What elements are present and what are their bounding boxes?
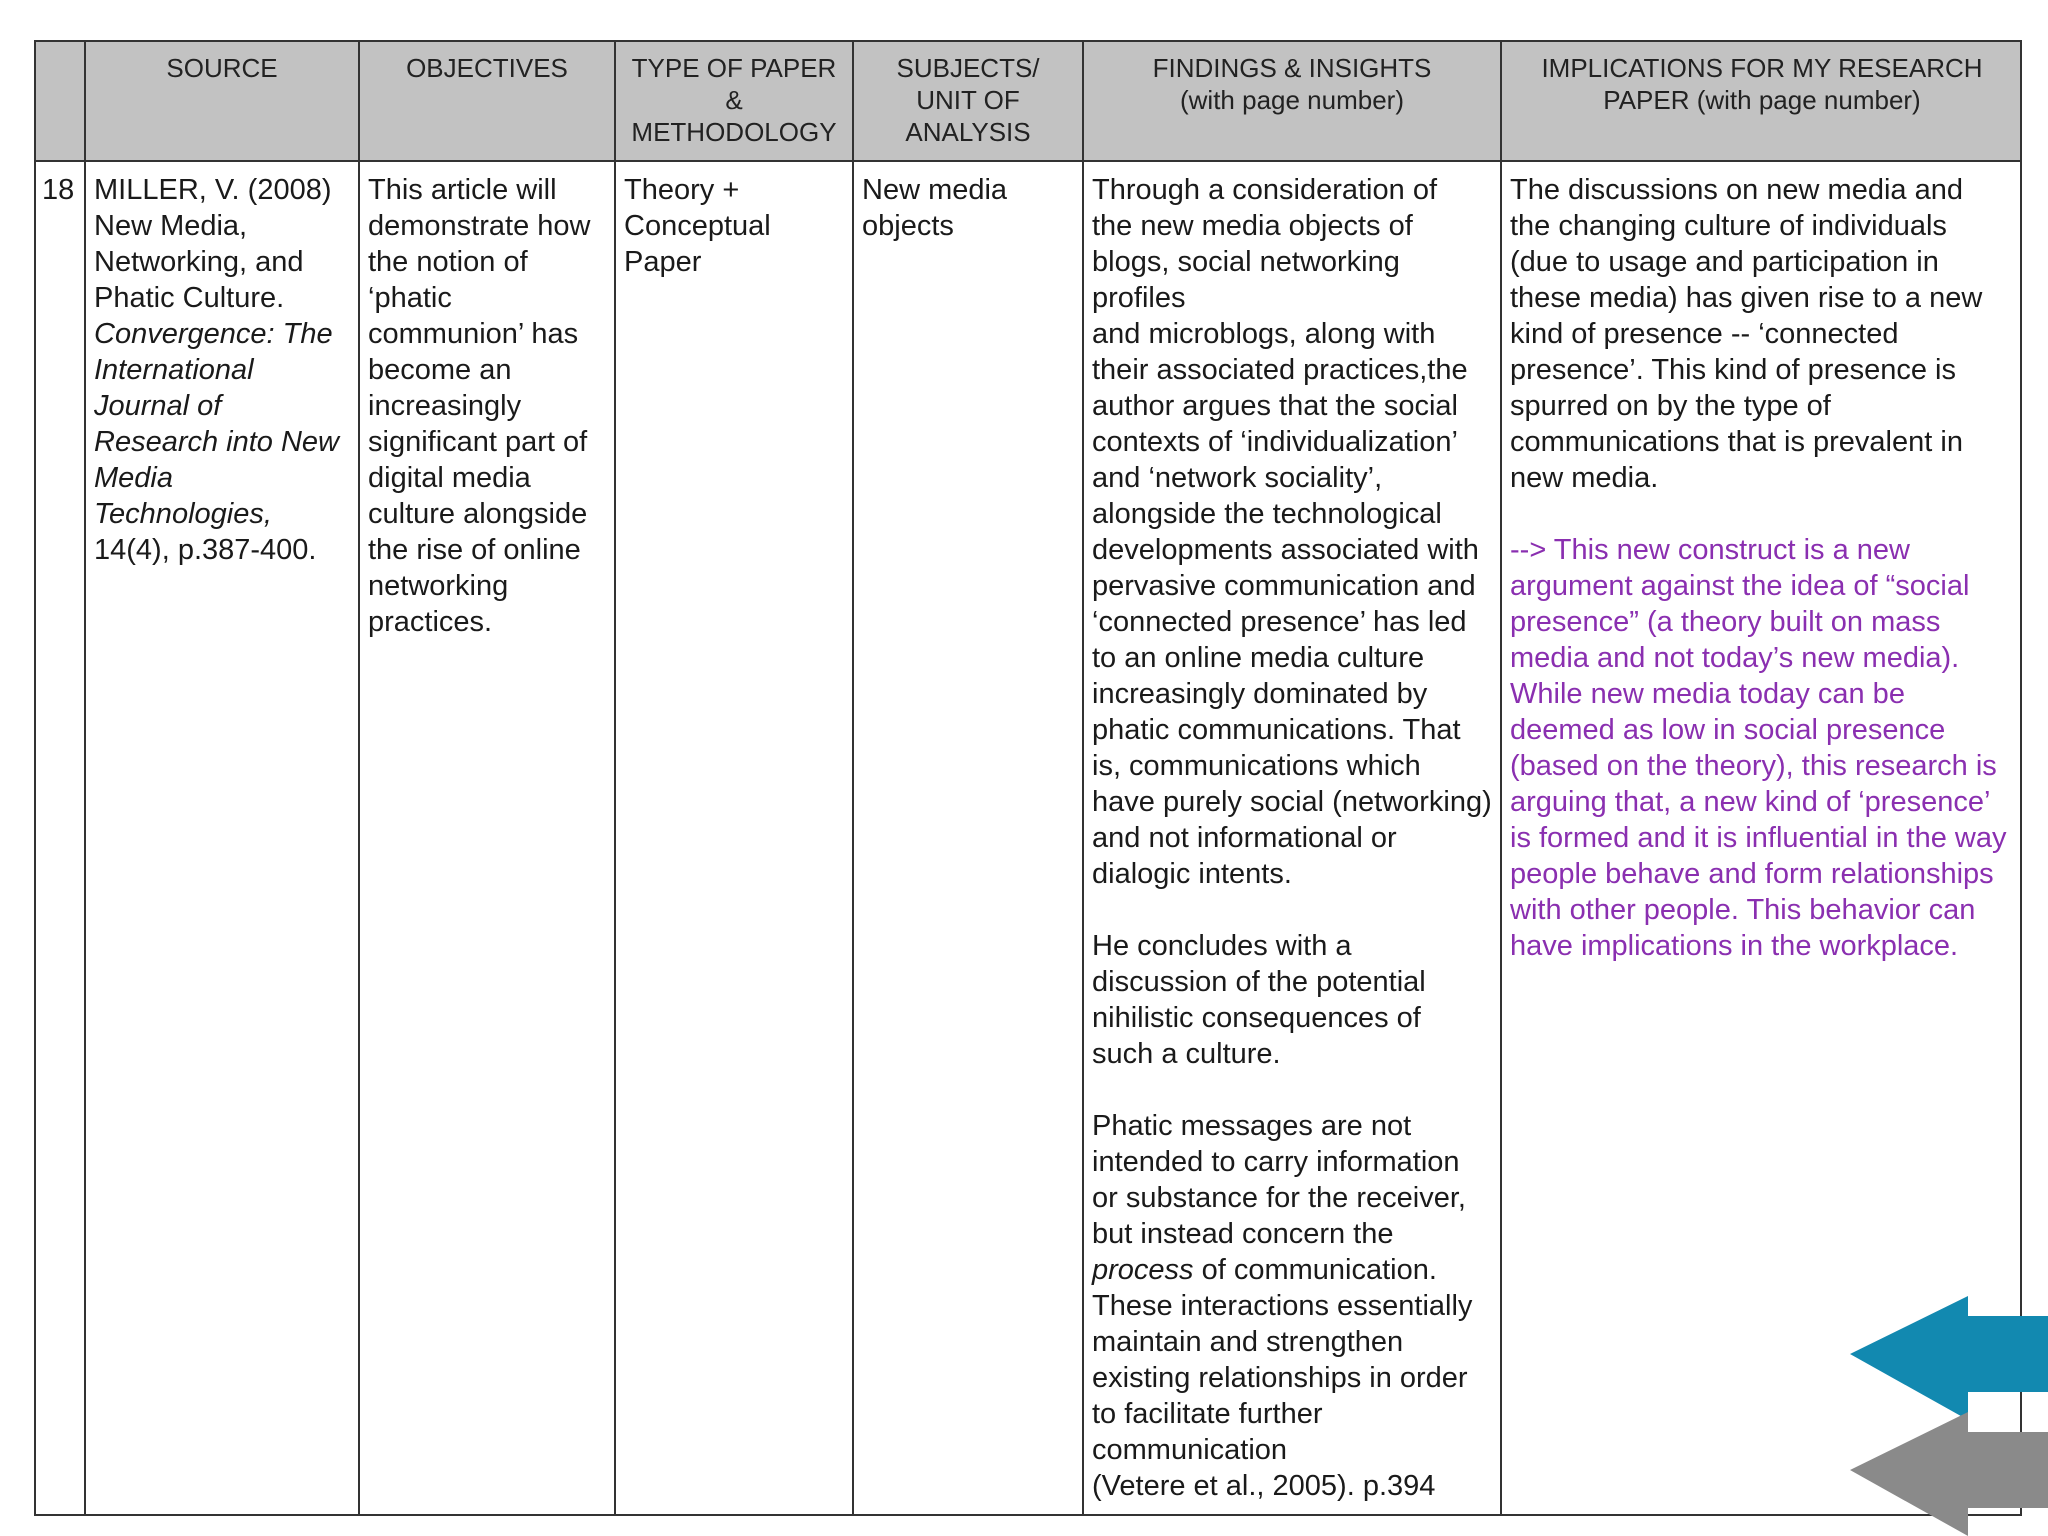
findings-paragraph: Through a consideration of the new media objects of blogs, social networking profiles and microblogs, along with their associated practices,the author argues that the social contexts of ‘individualization’ and ‘network sociality’, alongside the technological developments associated with pervasive communication and ‘connected presence’ has led to an online media culture increasingly dominated by phatic communications. That is, communications which have purely social (networking) and not informational or dialogic intents. <box>1092 174 1492 890</box>
header-findings: FINDINGS & INSIGHTS (with page number) <box>1152 53 1432 115</box>
cell-type: Theory + Conceptual Paper <box>624 174 771 278</box>
cell-implications <box>1510 172 2020 964</box>
findings-text: Phatic messages are not intended to carry information or substance for the receiver, but instead concern the <box>1092 1110 1466 1250</box>
implications-note: --> This new construct is a new argument against the idea of “social presence” (a theory built on mass media and not today’s new media). While new media today can be deemed as low in social presence (based on the theory), this research is arguing that, a new kind of ‘presence’ is formed and it is influential in the way people behave and form relationships with other people. This behavior can have implications in the workplace. <box>1510 534 2007 962</box>
cell-subjects: New media objects <box>862 174 1008 242</box>
header-separator <box>36 160 2020 168</box>
column-divider <box>614 42 616 1514</box>
header-implications: IMPLICATIONS FOR MY RESEARCH PAPER (with page number) <box>1541 53 1983 115</box>
cell-objectives: This article will demonstrate how the notion of ‘phatic communion’ has become an increasingly significant part of digital media culture alongside the rise of online networking practices. <box>368 174 591 638</box>
findings-paragraph <box>1092 1110 1472 1502</box>
findings-text: of communication. These interactions essentially maintain and strengthen existing relationships in order to facilitate further communication (Vetere et al., 2005). p.394 <box>1092 1254 1473 1502</box>
header-type: TYPE OF PAPER & METHODOLOGY <box>631 53 837 147</box>
column-divider <box>1082 42 1084 1514</box>
row-number: 18 <box>42 174 75 206</box>
column-divider <box>358 42 360 1514</box>
findings-paragraph: He concludes with a discussion of the potential nihilistic consequences of such a culture. <box>1092 930 1426 1070</box>
column-divider <box>84 42 86 1514</box>
left-arrow-icon[interactable] <box>1850 1296 2048 1420</box>
cell-findings <box>1092 172 1498 1504</box>
header-subjects: SUBJECTS/ UNIT OF ANALYSIS <box>896 53 1040 147</box>
header-source: SOURCE <box>166 53 278 83</box>
left-arrow-icon[interactable] <box>1850 1412 2048 1536</box>
cell-source <box>94 172 356 568</box>
findings-emphasis: process <box>1092 1254 1194 1286</box>
implications-paragraph: The discussions on new media and the changing culture of individuals (due to usage and participation in these media) has given rise to a new kind of presence -- ‘connected presence’. This kind of presence is spurred on by the type of communications that is prevalent in new media. <box>1510 174 1983 494</box>
source-journal: Convergence: The International Journal of Research into New Media Technologies, <box>94 318 339 530</box>
source-citation: MILLER, V. (2008) New Media, Networking, and Phatic Culture. <box>94 174 332 314</box>
column-divider <box>1500 42 1502 1514</box>
header-objectives: OBJECTIVES <box>406 53 568 83</box>
literature-review-table <box>34 40 2022 1516</box>
column-divider <box>852 42 854 1514</box>
source-volume: 14(4), p.387-400. <box>94 534 317 566</box>
